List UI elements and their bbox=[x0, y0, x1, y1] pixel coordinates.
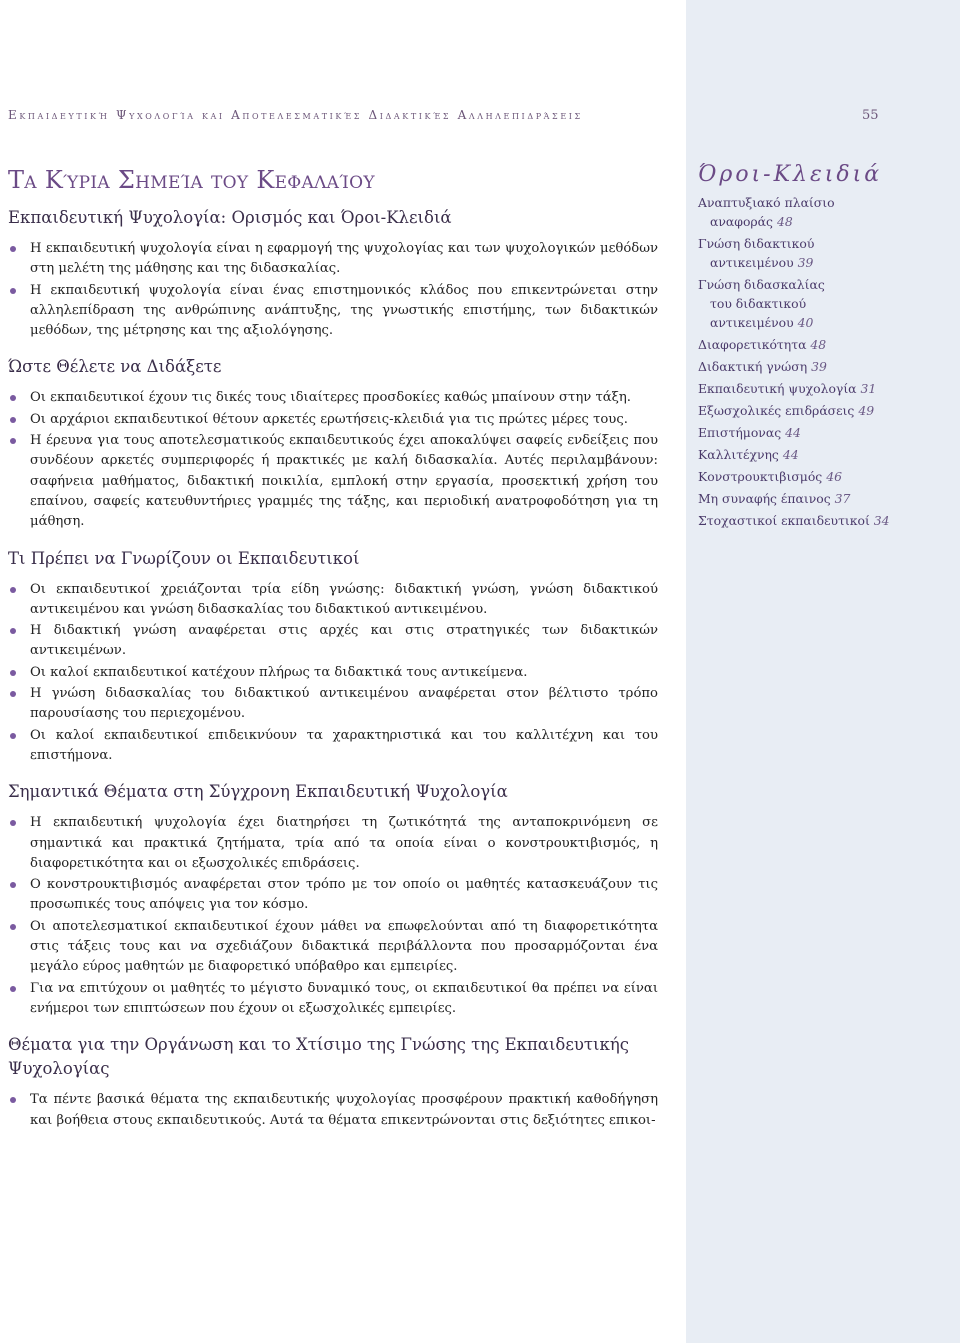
bullet-dot-icon bbox=[10, 288, 16, 294]
key-term-page: 39 bbox=[797, 255, 814, 270]
key-term bbox=[698, 401, 948, 420]
bullet-text: Οι καλοί εκπαιδευτικοί κατέχουν πλήρως τα διδακτικά τους αντικείμενα. bbox=[30, 664, 528, 680]
key-term-page: 44 bbox=[785, 425, 801, 440]
bullet-text: Οι αρχάριοι εκπαιδευτικοί θέτουν αρκετές ερωτήσεις-κλειδιά για τις πρώτες μέρες τους. bbox=[30, 411, 628, 427]
key-terms-title: Όροι-Κλειδιά bbox=[698, 162, 883, 187]
bullet-item bbox=[8, 979, 658, 1020]
key-term bbox=[698, 379, 948, 398]
bullet-item bbox=[8, 726, 658, 767]
key-term-page: 37 bbox=[834, 491, 851, 506]
key-term-page: 48 bbox=[776, 214, 793, 229]
bullet-item bbox=[8, 410, 658, 430]
key-term-label: Γνώση διδακτικού bbox=[698, 236, 815, 251]
bullet-item bbox=[8, 663, 658, 683]
key-term-label-cont bbox=[698, 253, 948, 272]
bullet-dot-icon bbox=[10, 986, 16, 992]
bullet-item bbox=[8, 281, 658, 342]
key-terms-list bbox=[698, 193, 948, 530]
key-term-label: Εξωσχολικές επιδράσεις bbox=[698, 403, 855, 418]
bullet-list bbox=[8, 239, 658, 341]
bullet-item bbox=[8, 917, 658, 978]
key-term-page: 40 bbox=[797, 315, 814, 330]
key-term-page: 34 bbox=[873, 513, 890, 528]
bullet-dot-icon bbox=[10, 395, 16, 401]
key-term-page: 48 bbox=[810, 337, 827, 352]
sidebar-edge bbox=[680, 0, 686, 1343]
bullet-text: Η γνώση διδασκαλίας του διδακτικού αντικειμένου αναφέρεται στον βέλτιστο τρόπο παρουσίασης του περιεχομένου. bbox=[30, 686, 658, 722]
key-term bbox=[698, 335, 948, 354]
bullet-item bbox=[8, 239, 658, 280]
bullet-item bbox=[8, 388, 658, 408]
bullet-dot-icon bbox=[10, 924, 16, 930]
section-heading: Τι Πρέπει να Γνωρίζουν οι Εκπαιδευτικοί bbox=[8, 548, 360, 568]
bullet-item bbox=[8, 621, 658, 662]
key-term-page: 39 bbox=[811, 359, 827, 374]
key-term bbox=[698, 445, 948, 464]
bullet-list bbox=[8, 813, 658, 1019]
bullet-dot-icon bbox=[10, 417, 16, 423]
key-term-label-cont bbox=[698, 212, 948, 231]
bullet-text: Τα πέντε βασικά θέματα της εκπαιδευτικής ψυχολογίας προσφέρουν πρακτική καθοδήγηση και βοήθεια στους εκπαιδευτικούς. Αυτά τα θέματα επικεντρώνονται στις δεξιότητες επικοι- bbox=[30, 1092, 658, 1128]
bullet-dot-icon bbox=[10, 438, 16, 444]
bullet-dot-icon bbox=[10, 670, 16, 676]
running-head: Εκπαιδευτική Ψυχολογία και Αποτελεσματικές Διδακτικές Αλληλεπιδράσεις bbox=[8, 108, 583, 122]
key-term-page: 49 bbox=[858, 403, 875, 418]
section-heading: Ώστε Θέλετε να Διδάξετε bbox=[8, 357, 222, 377]
key-term-label: Γνώση διδασκαλίας bbox=[698, 277, 825, 292]
key-term-page: 44 bbox=[782, 447, 799, 462]
key-term-label-line2: αναφοράς bbox=[710, 214, 773, 229]
bullet-text: Η έρευνα για τους αποτελεσματικούς εκπαιδευτικούς έχει αποκαλύψει σαφείς ενδείξεις που συνδέουν αρκετές συμπεριφορές ή πρακτικές με καλή διδασκαλία. Αυτές περιλαμβάνουν: σαφήνεια μαθήματος, διδακτική ποικιλία, εμπλοκή στην εργασία, προσεκτική χρήση του επαίνου, σαφείς κατευθυντήριες γραμμές της τάξης, και περιοδική ανατροφοδότηση για τη μάθηση. bbox=[30, 433, 658, 530]
key-term bbox=[698, 467, 948, 486]
bullet-text: Η διδακτική γνώση αναφέρεται στις αρχές και στις στρατηγικές των διδακτικών αντικειμένων. bbox=[30, 623, 658, 659]
bullet-item bbox=[8, 580, 658, 621]
key-term bbox=[698, 423, 948, 442]
key-term-label: Στοχαστικοί εκπαιδευτικοί bbox=[698, 513, 870, 528]
bullet-list bbox=[8, 1090, 658, 1131]
bullet-dot-icon bbox=[10, 587, 16, 593]
key-term-label: Διαφορετικότητα bbox=[698, 337, 807, 352]
key-term-page: 46 bbox=[826, 469, 842, 484]
bullet-text: Οι εκπαιδευτικοί έχουν τις δικές τους ιδιαίτερες προσδοκίες καθώς μπαίνουν στην τάξη. bbox=[30, 390, 632, 406]
key-term bbox=[698, 275, 948, 332]
bullet-dot-icon bbox=[10, 882, 16, 888]
bullet-item bbox=[8, 813, 658, 874]
key-term-label: Επιστήμονας bbox=[698, 425, 782, 440]
main-content bbox=[8, 166, 658, 1132]
bullet-item bbox=[8, 1090, 658, 1131]
key-term-label: Αναπτυξιακό πλαίσιο bbox=[698, 195, 835, 210]
bullet-text: Οι αποτελεσματικοί εκπαιδευτικοί έχουν μάθει να επωφελούνται από τη διαφορετικότητα στις τάξεις τους και να σχεδιάζουν διδακτικά περιβάλλοντα που προσαρμόζονται ένα μεγάλο εύρος μαθητών με διαφορετικό υπόβαθρο και εμπειρίες. bbox=[30, 918, 658, 975]
section-heading: Σημαντικά Θέματα στη Σύγχρονη Εκπαιδευτική Ψυχολογία bbox=[8, 782, 508, 802]
key-term-label: Εκπαιδευτική ψυχολογία bbox=[698, 381, 857, 396]
key-term-label: Καλλιτέχνης bbox=[698, 447, 779, 462]
bullet-text: Η εκπαιδευτική ψυχολογία είναι ένας επιστημονικός κλάδος που επικεντρώνεται στην αλληλεπίδραση της ανθρώπινης ανάπτυξης, της γνωστικής επιστήμης, των διδακτικών μεθόδων, της μέτρησης και της αξιολόγησης. bbox=[30, 282, 658, 339]
bullet-text: Ο κονστρουκτιβισμός αναφέρεται στον τρόπο με τον οποίο οι μαθητές κατασκευάζουν τις προσωπικές τους απόψεις για τον κόσμο. bbox=[30, 877, 658, 913]
key-term-label-line3: αντικειμένου bbox=[710, 315, 794, 330]
key-term-label-line2: αντικειμένου bbox=[710, 255, 794, 270]
bullet-list bbox=[8, 580, 658, 767]
section-heading: Θέματα για την Οργάνωση και το Χτίσιμο της Γνώσης της Εκπαιδευτικής Ψυχολογίας bbox=[8, 1035, 629, 1079]
bullet-list bbox=[8, 388, 658, 532]
sections-container bbox=[8, 206, 658, 1131]
key-term bbox=[698, 511, 948, 530]
bullet-dot-icon bbox=[10, 1097, 16, 1103]
bullet-dot-icon bbox=[10, 820, 16, 826]
key-term-label: Διδακτική γνώση bbox=[698, 359, 808, 374]
bullet-text: Η εκπαιδευτική ψυχολογία είναι η εφαρμογή της ψυχολογίας και των ψυχολογικών μεθόδων στη μελέτη της μάθησης και της διδασκαλίας. bbox=[30, 241, 658, 277]
key-term bbox=[698, 193, 948, 231]
chapter-title: Τα Κύρια Σημεία του Κεφαλαίου bbox=[8, 166, 375, 194]
key-term-label-cont bbox=[698, 313, 948, 332]
bullet-dot-icon bbox=[10, 246, 16, 252]
bullet-text: Οι καλοί εκπαιδευτικοί επιδεικνύουν τα χαρακτηριστικά και του καλλιτέχνη και του επιστήμονα. bbox=[30, 727, 658, 763]
bullet-text: Για να επιτύχουν οι μαθητές το μέγιστο δυναμικό τους, οι εκπαιδευτικοί θα πρέπει να είναι ενήμεροι των επιπτώσεων που έχουν οι εξωσχολικές εμπειρίες. bbox=[30, 980, 658, 1016]
key-term-label: Μη συναφής έπαινος bbox=[698, 491, 831, 506]
bullet-dot-icon bbox=[10, 628, 16, 634]
bullet-item bbox=[8, 875, 658, 916]
bullet-dot-icon bbox=[10, 691, 16, 697]
key-term-label-cont bbox=[698, 294, 948, 313]
key-term bbox=[698, 357, 948, 376]
page-number: 55 bbox=[862, 108, 879, 123]
key-term bbox=[698, 489, 948, 508]
bullet-item bbox=[8, 431, 658, 532]
key-term-label-line2: του διδακτικού bbox=[710, 296, 807, 311]
key-term-label: Κονστρουκτιβισμός bbox=[698, 469, 823, 484]
bullet-dot-icon bbox=[10, 733, 16, 739]
bullet-text: Οι εκπαιδευτικοί χρειάζονται τρία είδη γνώσης: διδακτική γνώση, γνώση διδακτικού αντικειμένου και γνώση διδασκαλίας του διδακτικού αντικειμένου. bbox=[30, 581, 658, 617]
bullet-item bbox=[8, 684, 658, 725]
section-heading: Εκπαιδευτική Ψυχολογία: Ορισμός και Όροι-Κλειδιά bbox=[8, 208, 452, 227]
key-terms-sidebar bbox=[698, 162, 948, 533]
key-term-page: 31 bbox=[860, 381, 877, 396]
bullet-text: Η εκπαιδευτική ψυχολογία έχει διατηρήσει τη ζωτικότητά της ανταποκρινόμενη σε σημαντικά και πρακτικά ζητήματα, τρία από τα οποία είναι ο κονστρουκτιβισμός, η διαφορετικότητα και οι εξωσχολικές επιδράσεις. bbox=[30, 815, 658, 871]
key-term bbox=[698, 234, 948, 272]
